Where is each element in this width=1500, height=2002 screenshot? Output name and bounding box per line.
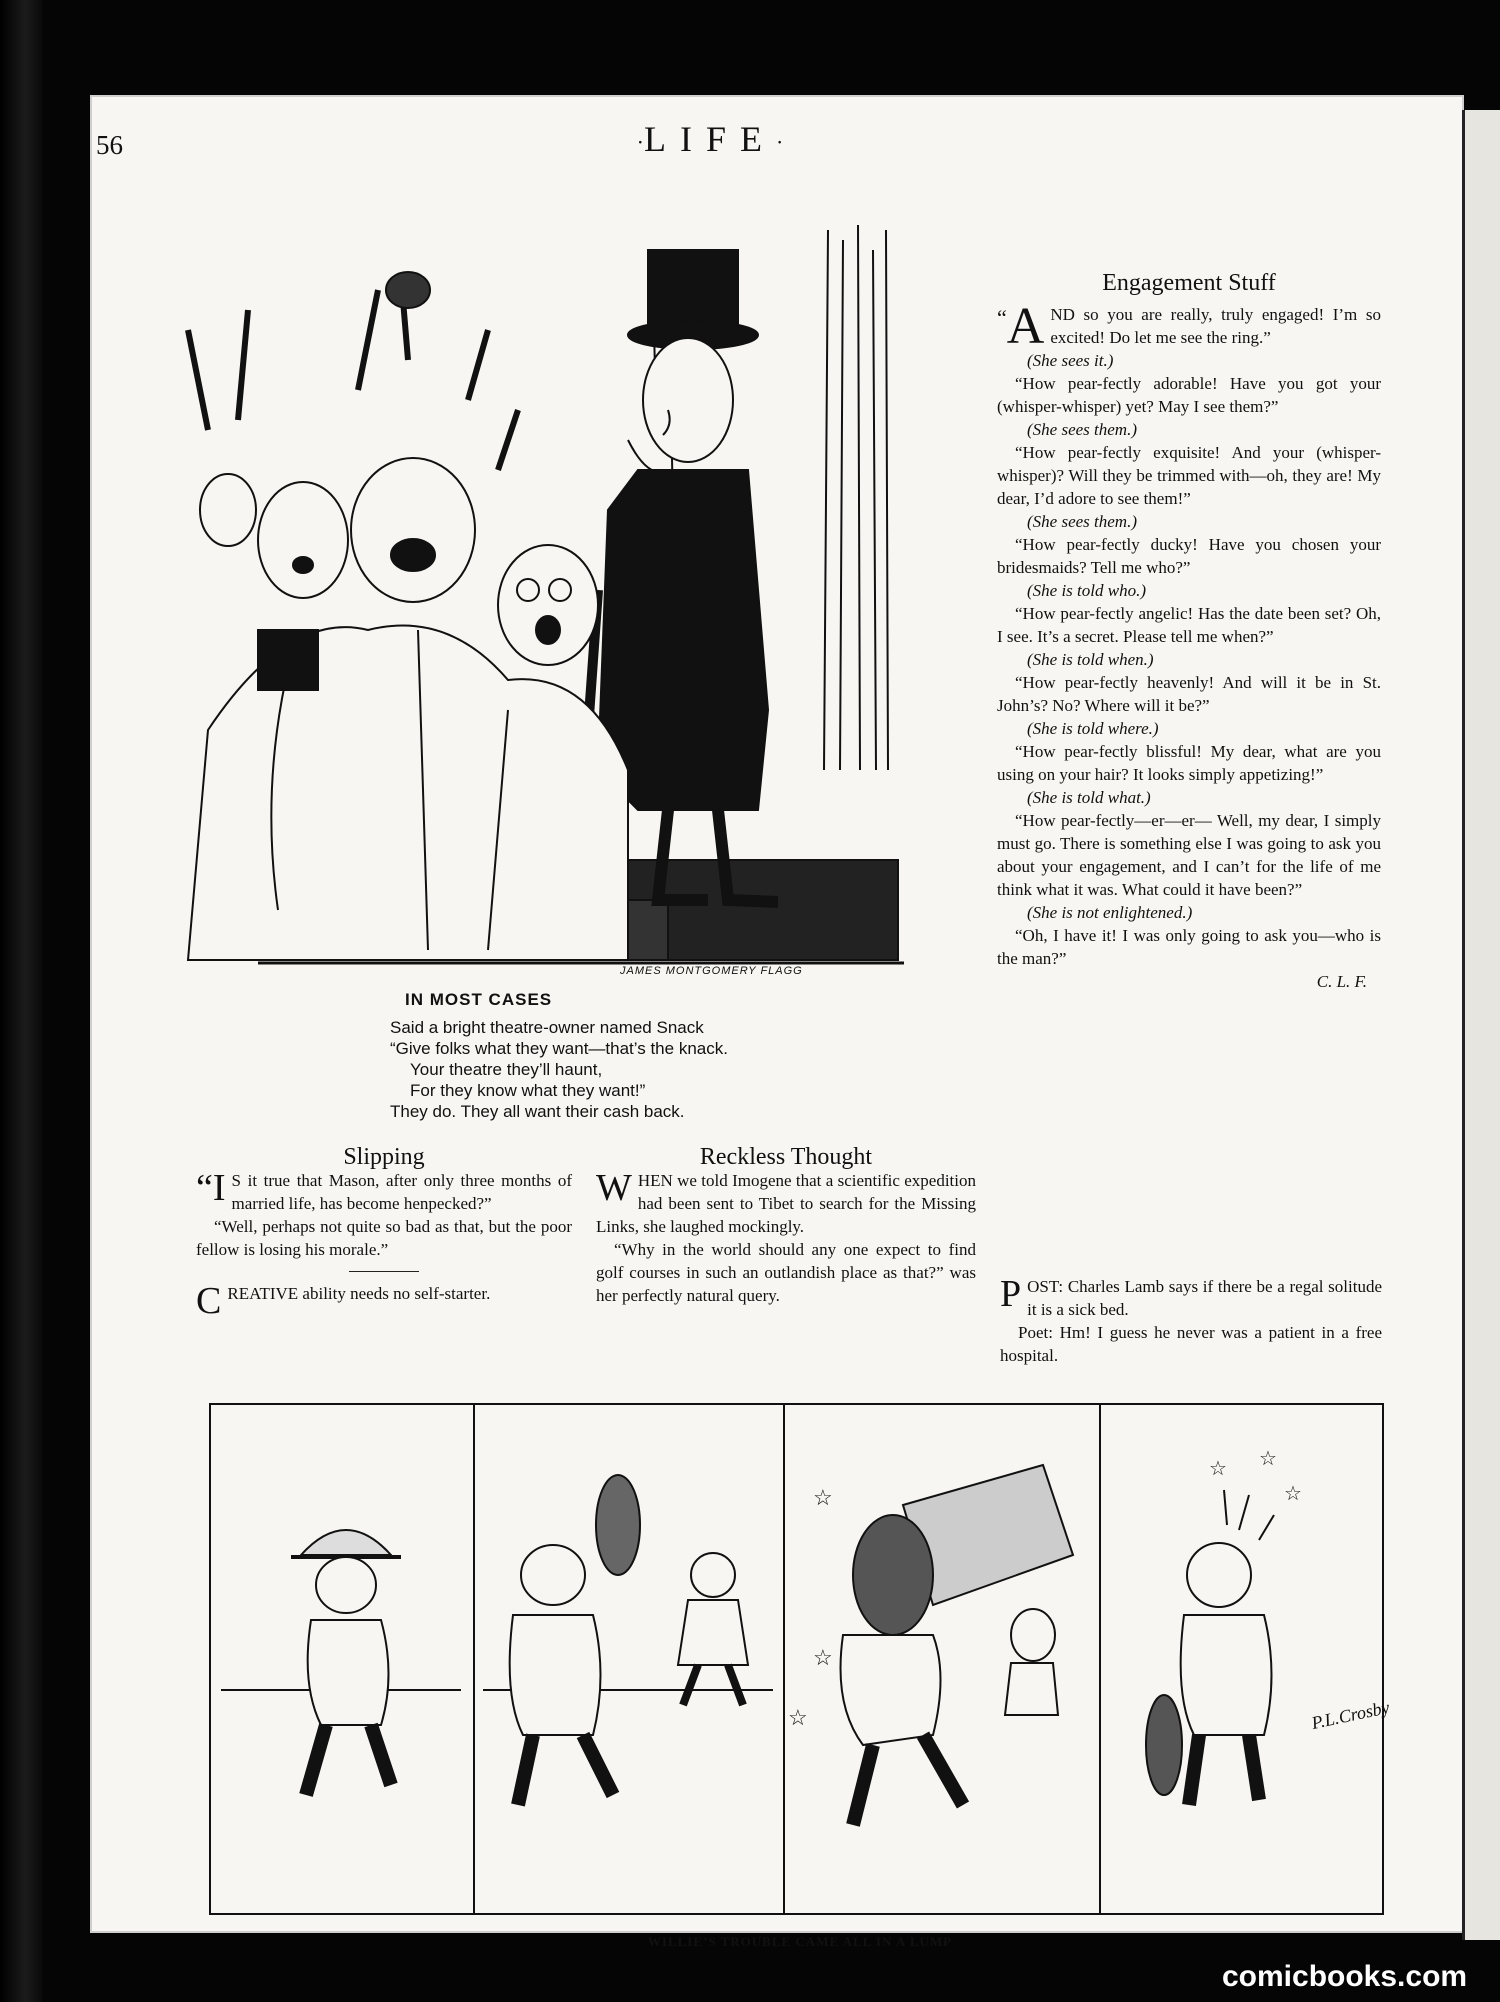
illustration-credit: JAMES MONTGOMERY FLAGG — [620, 965, 803, 977]
theatre-cartoon — [168, 210, 910, 980]
article-paragraph: “I S it true that Mason, after only three months of married life, has become henpecked?” — [196, 1167, 572, 1213]
article-paragraph: “Well, perhaps not quite so bad as that, but the poor fellow is losing his morale.” — [196, 1217, 572, 1259]
stage-direction: (She is told what.) — [1027, 788, 1151, 807]
article-paragraph: “ A ND so you are really, truly engaged! I’m so excited! Do let me see the ring.” — [997, 298, 1381, 355]
comic-caption: WILLIE’S TROUBLE CAME ALL IN A LUMP — [647, 1934, 953, 1949]
masthead: ·LIFE· — [636, 119, 784, 159]
comic-panel-3 — [783, 1405, 1101, 1913]
stage-direction: (She sees them.) — [1027, 420, 1137, 439]
article-paragraph: “How pear-fectly ducky! Have you chosen your bridesmaids? Tell me who?” — [997, 535, 1381, 577]
stage-direction: (She is told who.) — [1027, 581, 1146, 600]
comic-panel-4 — [1099, 1405, 1382, 1913]
reckless-thought-article — [596, 1146, 976, 1307]
drop-cap: A — [1006, 298, 1045, 355]
article-paragraph: “How pear-fectly adorable! Have you got your (whisper-whisper) yet? May I see them?” — [997, 374, 1381, 416]
article-paragraph: “How pear-fectly exquisite! And your (whisper-whisper)? Will they be trimmed with—oh, they are! My dear, I’d adore to see them!” — [997, 443, 1381, 508]
article-paragraph: “How pear-fectly angelic! Has the date been set? Oh, I see. It’s a secret. Please tell me when?” — [997, 604, 1381, 646]
article-paragraph: “How pear-fectly blissful! My dear, what are you using on your hair? It looks simply appetizing!” — [997, 742, 1381, 784]
drop-cap: “I — [196, 1167, 226, 1209]
post-item — [1000, 1275, 1382, 1367]
signature: C. L. F. — [1316, 972, 1367, 991]
poem-line: Said a bright theatre-owner named Snack — [390, 1018, 704, 1037]
comic-panel-1 — [211, 1405, 475, 1913]
article-paragraph: POST: Charles Lamb says if there be a regal solitude it is a sick bed. — [1000, 1273, 1382, 1319]
svg-text:☆: ☆ — [1259, 1448, 1277, 1470]
stage-direction: (She is told when.) — [1027, 650, 1154, 669]
article-paragraph: “How pear-fectly heavenly! And will it be in St. John’s? No? Where will it be?” — [997, 673, 1381, 715]
article-title: Reckless Thought — [699, 1144, 873, 1170]
article-paragraph: WHEN we told Imogene that a scientific expedition had been sent to Tibet to search for the Missing Links, she laughed mockingly. — [596, 1167, 976, 1236]
article-paragraph: Poet: Hm! I guess he never was a patient in a free hospital. — [1000, 1323, 1382, 1365]
poem-line: Your theatre they’ll haunt, — [410, 1060, 603, 1079]
drop-cap: W — [596, 1167, 632, 1209]
cartoonist-signature: P.L.Crosby — [1309, 1697, 1392, 1734]
next-page-edge — [1462, 110, 1500, 1940]
poem-line: They do. They all want their cash back. — [390, 1102, 685, 1121]
svg-text:☆: ☆ — [788, 1705, 808, 1730]
article-paragraph: “Oh, I have it! I was only going to ask you—who is the man?” — [997, 926, 1381, 968]
slipping-article — [196, 1144, 572, 1322]
stage-direction: (She is told where.) — [1027, 719, 1159, 738]
stage-direction: (She is not enlightened.) — [1027, 903, 1193, 922]
poem-line: “Give folks what they want—that’s the knack. — [390, 1039, 728, 1058]
divider — [349, 1271, 419, 1272]
svg-text:☆: ☆ — [1209, 1458, 1227, 1480]
svg-text:☆: ☆ — [813, 1645, 833, 1670]
binding-edge — [0, 0, 42, 2002]
article-paragraph: “How pear-fectly—er—er— Well, my dear, I simply must go. There is something else I was going to ask you about your engagement, and I can’t for the life of me think what it was. What could it have been?” — [997, 811, 1381, 899]
article-paragraph: CREATIVE ability needs no self-starter. — [196, 1280, 491, 1322]
engagement-stuff-article — [997, 272, 1381, 993]
stage-direction: (She sees it.) — [1027, 351, 1114, 370]
limerick — [390, 1017, 860, 1122]
article-title: Slipping — [343, 1144, 425, 1170]
comic-strip — [209, 1403, 1392, 1915]
article-paragraph: “Why in the world should any one expect to find golf courses in such an outlandish place as that?” was her perfectly natural query. — [596, 1240, 976, 1305]
drop-cap: C — [196, 1280, 222, 1322]
svg-text:☆: ☆ — [813, 1485, 833, 1510]
watermark: comicbooks.com — [1222, 1960, 1468, 1993]
page-number: 56 — [96, 130, 123, 160]
poem-line: For they know what they want!” — [410, 1081, 646, 1100]
poem-title: IN MOST CASES — [405, 990, 553, 1009]
drop-cap: P — [1000, 1273, 1022, 1315]
stage-direction: (She sees them.) — [1027, 512, 1137, 531]
comic-panel-2 — [473, 1405, 785, 1913]
article-title: Engagement Stuff — [1102, 270, 1276, 296]
svg-text:☆: ☆ — [1284, 1483, 1302, 1505]
